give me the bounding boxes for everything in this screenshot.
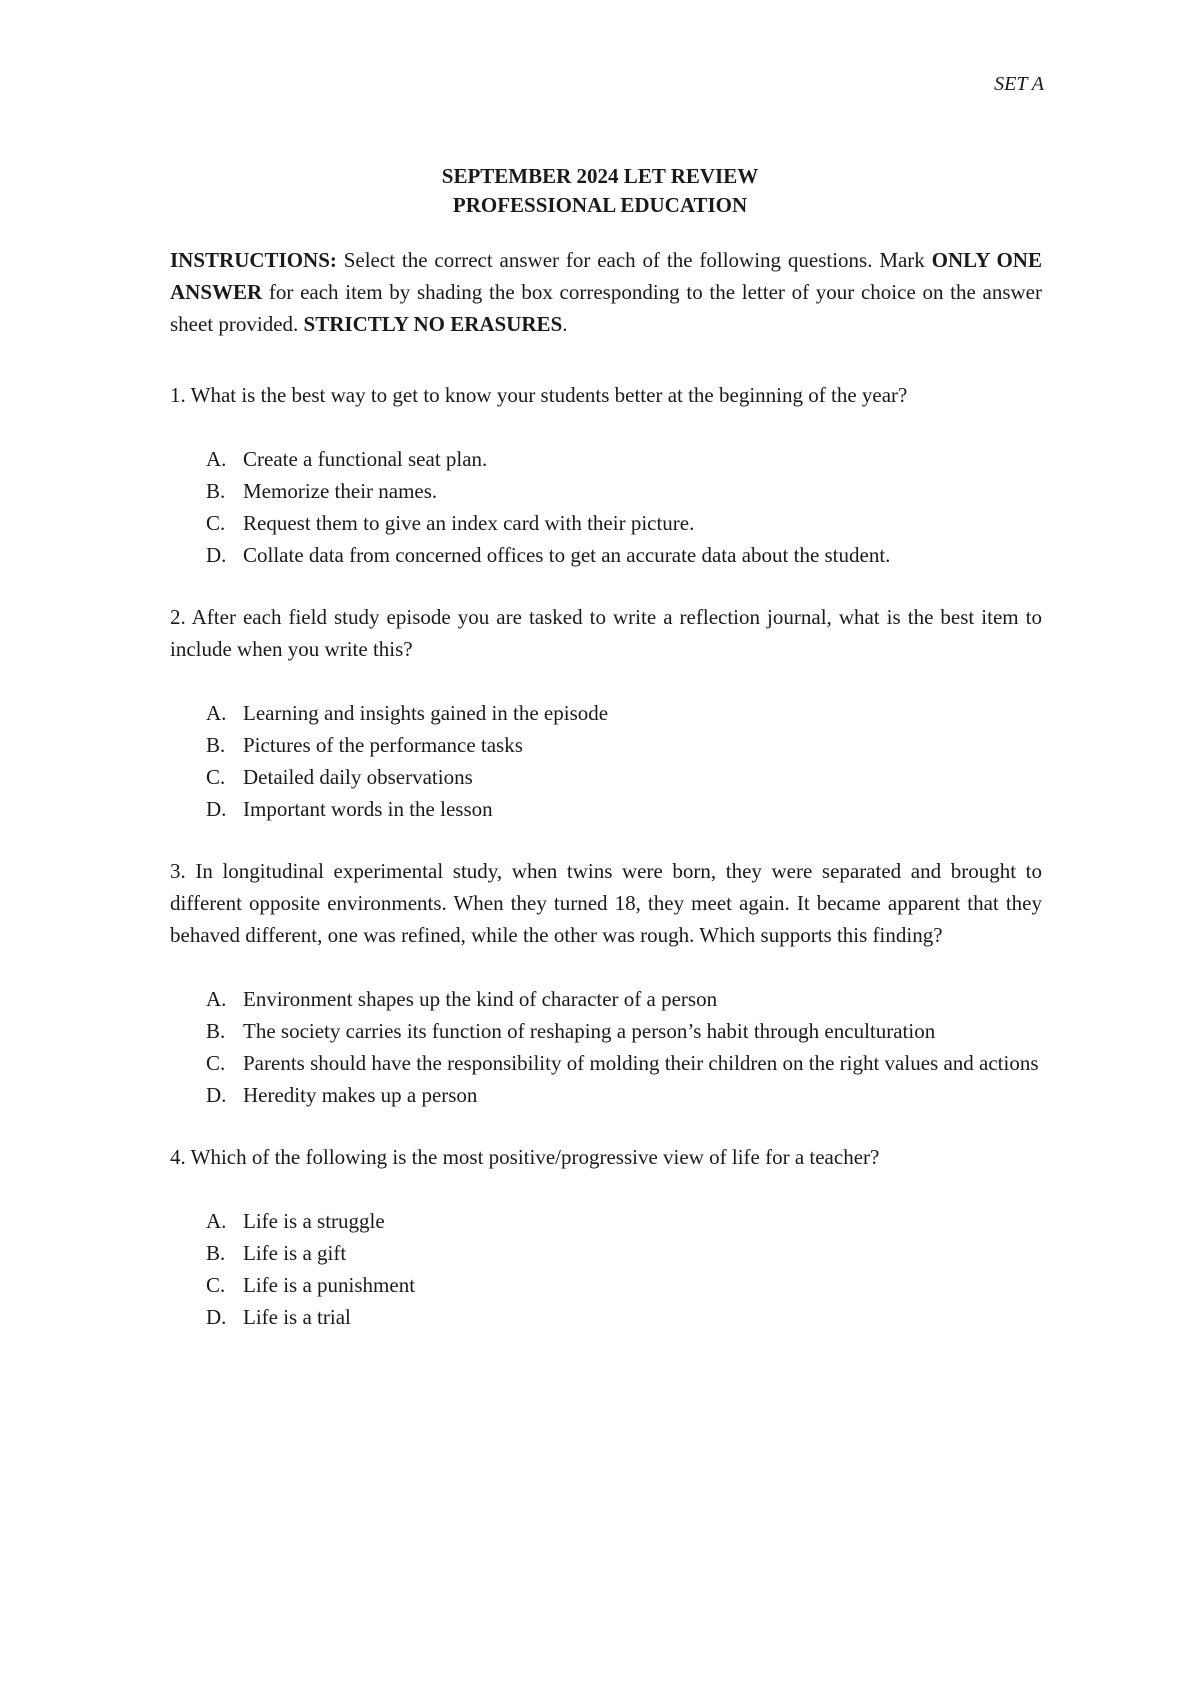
question-3 — [170, 855, 1042, 1111]
instructions-emphasis-1: ONLY ONE ANSWER — [170, 248, 1042, 304]
choice-text: Heredity makes up a person — [243, 1083, 478, 1107]
choice-letter: A. — [206, 987, 227, 1011]
choice-text: Collate data from concerned offices to get an accurate data about the student. — [243, 543, 891, 567]
question-1 — [170, 379, 1042, 571]
choice-item[interactable] — [170, 1237, 1042, 1269]
choice-text: Important words in the lesson — [243, 797, 493, 821]
choice-letter: C. — [206, 1051, 226, 1075]
choice-item[interactable] — [170, 1015, 1042, 1047]
choice-text: Create a functional seat plan. — [243, 447, 488, 471]
choice-letter: C. — [206, 765, 226, 789]
instructions-text-2: for each item by shading the box corresponding to the letter of your choice on the answer sheet provided. — [170, 280, 1042, 336]
choice-letter: C. — [206, 1273, 226, 1297]
question-stem: 2. After each field study episode you are tasked to write a reflection journal, what is the best item to include when you write this? — [170, 605, 1042, 661]
exam-content — [170, 244, 1042, 1363]
choice-item[interactable] — [170, 793, 1042, 825]
choice-list — [170, 697, 1042, 825]
choice-item[interactable] — [170, 983, 1042, 1015]
choice-item[interactable] — [170, 1269, 1042, 1301]
choice-item[interactable] — [170, 697, 1042, 729]
choice-text: Learning and insights gained in the episode — [243, 701, 609, 725]
choice-item[interactable] — [170, 729, 1042, 761]
choice-list — [170, 443, 1042, 571]
choice-text: Request them to give an index card with their picture. — [243, 511, 695, 535]
question-4 — [170, 1141, 1042, 1333]
choice-text: Pictures of the performance tasks — [243, 733, 523, 757]
choice-item[interactable] — [170, 539, 1042, 571]
choice-letter: B. — [206, 479, 226, 503]
question-2 — [170, 601, 1042, 825]
choice-text: Parents should have the responsibility of molding their children on the right values and actions — [243, 1051, 1039, 1075]
choice-text: Memorize their names. — [243, 479, 438, 503]
choice-list — [170, 983, 1042, 1111]
choice-item[interactable] — [170, 443, 1042, 475]
choice-item[interactable] — [170, 475, 1042, 507]
choice-letter: B. — [206, 1241, 226, 1265]
set-label: SET A — [994, 73, 1044, 95]
choice-letter: A. — [206, 447, 227, 471]
choice-letter: D. — [206, 543, 227, 567]
choice-item[interactable] — [170, 1205, 1042, 1237]
question-stem: 1. What is the best way to get to know your students better at the beginning of the year? — [170, 383, 908, 407]
choice-letter: B. — [206, 1019, 226, 1043]
choice-text: Life is a punishment — [243, 1273, 416, 1297]
choice-letter: D. — [206, 1083, 227, 1107]
choice-text: The society carries its function of reshaping a person’s habit through enculturation — [243, 1019, 936, 1043]
choice-letter: D. — [206, 1305, 227, 1329]
title-line-1: SEPTEMBER 2024 LET REVIEW — [441, 164, 759, 188]
choice-letter: D. — [206, 797, 227, 821]
instructions — [170, 244, 1042, 340]
choice-text: Detailed daily observations — [243, 765, 473, 789]
choice-item[interactable] — [170, 1301, 1042, 1333]
exam-title — [0, 162, 1200, 220]
choice-letter: B. — [206, 733, 226, 757]
instructions-text-3: . — [562, 312, 568, 336]
instructions-emphasis-2: STRICTLY NO ERASURES — [303, 312, 563, 336]
question-stem: 3. In longitudinal experimental study, when twins were born, they were separated and brought to different opposite environments. When they turned 18, they meet again. It became apparent that they behaved different, one was refined, while the other was rough. Which supports this finding? — [170, 859, 1042, 947]
choice-letter: A. — [206, 701, 227, 725]
choice-text: Life is a trial — [243, 1305, 351, 1329]
instructions-text-1: Select the correct answer for each of the following questions. Mark — [336, 248, 932, 272]
choice-letter: A. — [206, 1209, 227, 1233]
question-stem: 4. Which of the following is the most positive/progressive view of life for a teacher? — [170, 1145, 880, 1169]
choice-item[interactable] — [170, 507, 1042, 539]
choice-list — [170, 1205, 1042, 1333]
choice-text: Environment shapes up the kind of character of a person — [243, 987, 718, 1011]
choice-text: Life is a gift — [243, 1241, 347, 1265]
instructions-label: INSTRUCTIONS: — [170, 248, 337, 272]
choice-letter: C. — [206, 511, 226, 535]
choice-item[interactable] — [170, 1079, 1042, 1111]
choice-item[interactable] — [170, 1047, 1042, 1079]
title-line-2: PROFESSIONAL EDUCATION — [452, 193, 748, 217]
choice-item[interactable] — [170, 761, 1042, 793]
choice-text: Life is a struggle — [243, 1209, 385, 1233]
